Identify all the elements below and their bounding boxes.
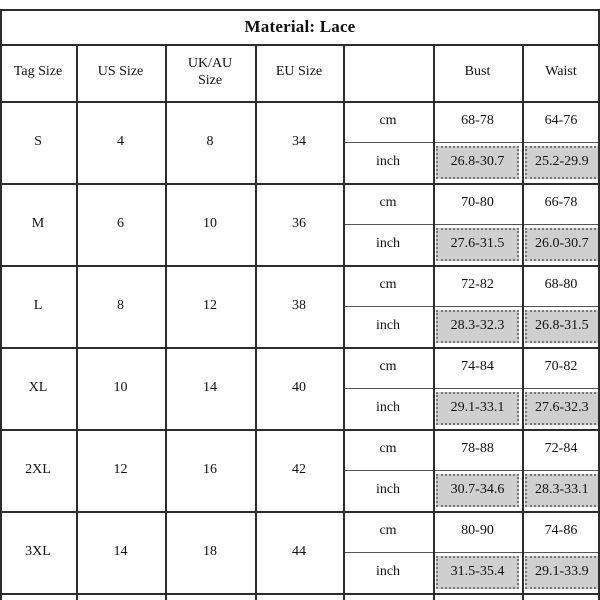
row-divider — [0, 347, 600, 349]
unit-inch-label: inch — [375, 236, 401, 252]
waist-cm-value: 66-78 — [544, 195, 578, 211]
row-1-uk: 10 — [203, 215, 217, 231]
row-0-eu: 34 — [292, 133, 306, 149]
row-divider — [0, 101, 600, 103]
row-1-tag: M — [31, 215, 45, 231]
row-5-tag: 3XL — [25, 543, 51, 559]
waist-inch-value: 25.2-29.9 — [525, 146, 600, 179]
row-divider — [343, 224, 600, 225]
shade-outline — [436, 556, 519, 589]
waist-cm-value: 64-76 — [544, 113, 578, 129]
column-divider — [0, 9, 2, 600]
waist-cm-value: 68-80 — [544, 277, 578, 293]
waist-inch-value: 26.0-30.7 — [525, 228, 600, 261]
column-header-1: US Size — [97, 64, 144, 80]
waist-cm-value: 74-86 — [544, 523, 578, 539]
unit-cm-label: cm — [379, 523, 397, 539]
column-divider — [433, 44, 435, 600]
column-divider — [76, 44, 78, 600]
column-header-5: Bust — [464, 64, 491, 80]
row-3-tag: XL — [28, 379, 48, 395]
column-divider — [255, 44, 257, 600]
shade-outline — [436, 228, 519, 261]
shade-outline — [525, 310, 600, 343]
waist-cm-value: 70-82 — [544, 359, 578, 375]
waist-inch-value: 27.6-32.3 — [525, 392, 600, 425]
unit-inch-label: inch — [375, 318, 401, 334]
table-title: Material: Lace — [244, 16, 356, 36]
row-divider — [343, 306, 600, 307]
bust-cm-value: 68-78 — [461, 113, 494, 129]
row-2-tag: L — [33, 297, 43, 313]
unit-cm-label: cm — [379, 441, 397, 457]
unit-cm-label: cm — [379, 277, 397, 293]
row-1-eu: 36 — [292, 215, 306, 231]
waist-cm-value: 72-84 — [544, 441, 578, 457]
row-3-uk: 14 — [203, 379, 217, 395]
row-divider — [0, 511, 600, 513]
row-0-us: 4 — [117, 133, 124, 149]
row-divider — [343, 142, 600, 143]
row-0-uk: 8 — [206, 133, 214, 149]
row-5-eu: 44 — [292, 543, 306, 559]
row-5-us: 14 — [113, 543, 128, 559]
shade-outline — [525, 474, 600, 507]
bust-inch-value: 31.5-35.4 — [436, 556, 519, 589]
bust-cm-value: 80-90 — [461, 523, 494, 539]
row-divider — [343, 470, 600, 471]
column-header-2: UK/AU Size — [187, 56, 233, 88]
shade-outline — [525, 146, 600, 179]
row-divider — [0, 44, 600, 46]
unit-inch-label: inch — [375, 154, 401, 170]
bust-inch-value: 30.7-34.6 — [436, 474, 519, 507]
row-0-tag: S — [34, 133, 42, 149]
column-divider — [343, 44, 345, 600]
bust-cm-value: 78-88 — [461, 441, 494, 457]
row-divider — [343, 552, 600, 553]
column-header-3: EU Size — [275, 64, 323, 80]
unit-inch-label: inch — [375, 482, 401, 498]
shade-outline — [436, 146, 519, 179]
shade-outline — [436, 392, 519, 425]
unit-cm-label: cm — [379, 195, 397, 211]
bust-cm-value: 72-82 — [461, 277, 494, 293]
column-header-6: Waist — [545, 64, 577, 80]
row-3-eu: 40 — [292, 379, 306, 395]
unit-inch-label: inch — [375, 400, 401, 416]
row-2-uk: 12 — [203, 297, 217, 313]
row-4-uk: 16 — [203, 461, 217, 477]
shade-outline — [525, 556, 600, 589]
row-divider — [0, 183, 600, 185]
shade-outline — [525, 392, 600, 425]
bust-inch-value: 27.6-31.5 — [436, 228, 519, 261]
bust-cm-value: 74-84 — [461, 359, 494, 375]
bust-inch-value: 28.3-32.3 — [436, 310, 519, 343]
row-3-us: 10 — [113, 379, 128, 395]
bust-inch-value: 26.8-30.7 — [436, 146, 519, 179]
row-2-eu: 38 — [292, 297, 306, 313]
row-5-uk: 18 — [203, 543, 217, 559]
waist-inch-value: 28.3-33.1 — [525, 474, 600, 507]
column-header-4 — [343, 44, 433, 101]
unit-cm-label: cm — [379, 113, 397, 129]
row-divider — [0, 429, 600, 431]
row-divider — [0, 265, 600, 267]
unit-inch-label: inch — [375, 564, 401, 580]
bust-inch-value: 29.1-33.1 — [436, 392, 519, 425]
row-4-us: 12 — [113, 461, 128, 477]
unit-cm-label: cm — [379, 359, 397, 375]
row-divider — [0, 593, 600, 595]
column-header-0: Tag Size — [13, 64, 63, 80]
waist-inch-value: 26.8-31.5 — [525, 310, 600, 343]
row-2-us: 8 — [117, 297, 124, 313]
row-4-tag: 2XL — [25, 461, 51, 477]
row-1-us: 6 — [117, 215, 124, 231]
bust-cm-value: 70-80 — [461, 195, 494, 211]
shade-outline — [436, 310, 519, 343]
shade-outline — [525, 228, 600, 261]
row-4-eu: 42 — [292, 461, 306, 477]
waist-inch-value: 29.1-33.9 — [525, 556, 600, 589]
row-divider — [343, 388, 600, 389]
row-divider — [0, 9, 600, 11]
column-divider — [522, 44, 524, 600]
shade-outline — [436, 474, 519, 507]
column-divider — [165, 44, 167, 600]
